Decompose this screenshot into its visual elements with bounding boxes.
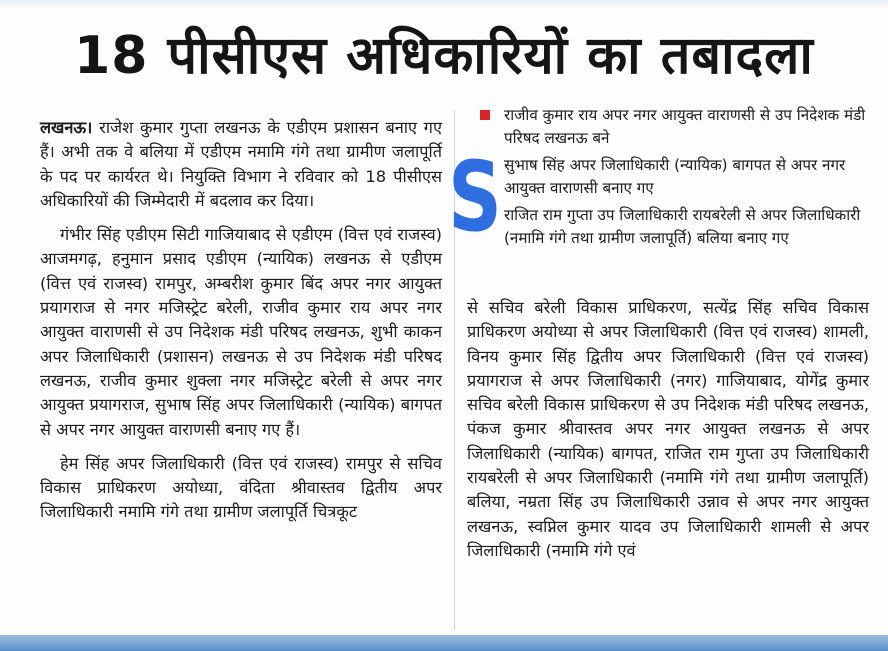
- highlight-text: सुभाष सिंह अपर जिलाधिकारी (न्यायिक) बागपत से अपर नगर आयुक्त वाराणसी बनाए गए: [504, 156, 846, 197]
- highlights-box: [482, 104, 872, 254]
- top-cut-strip: [0, 0, 888, 10]
- highlight-item: [482, 154, 872, 200]
- highlight-text: राजीव कुमार राय अपर नगर आयुक्त वाराणसी से उप निदेशक मंडी परिषद लखनऊ बने: [504, 106, 866, 147]
- left-paragraph-1-text: राजेश कुमार गुप्ता लखनऊ के एडीएम प्रशासन बनाए गए हैं। अभी तक वे बलिया में एडीएम नमामि गंगे तथा ग्रामीण जलापूर्ति के पद पर कार्यरत थे। नियुक्ति विभाग ने रविवार को 18 पीसीएस अधिकारियों की जिम्मेदारी में बदलाव कर दिया।: [40, 118, 442, 210]
- dateline: लखनऊ।: [40, 118, 93, 137]
- left-paragraph-2: गंभीर सिंह एडीएम सिटी गाजियाबाद से एडीएम (वित्त एवं राजस्व) आजमगढ़, हनुमान प्रसाद एडीएम (न्यायिक) लखनऊ से एडीएम (वित्त एवं राजस्व) रामपुर, अम्बरीश कुमार बिंद अपर नगर आयुक्त प्रयागराज से नगर मजिस्ट्रेट बरेली, राजीव कुमार राय अपर नगर आयुक्त वाराणसी से उप निदेशक मंडी परिषद लखनऊ, शुभी काकन अपर जिलाधिकारी (प्रशासन) लखनऊ से उप निदेशक मंडी परिषद लखनऊ, राजीव कुमार शुक्ला नगर मजिस्ट्रेट बरेली से अपर नगर आयुक्त प्रयागराज, सुभाष सिंह अपर जिलाधिकारी (न्यायिक) बागपत से अपर नगर आयुक्त वाराणसी बनाए गए हैं।: [40, 225, 442, 439]
- red-square-bullet-icon: [480, 110, 490, 120]
- highlight-text: राजित राम गुप्ता उप जिलाधिकारी रायबरेली से अपर जिलाधिकारी (नमामि गंगे तथा ग्रामीण जलापूर्ति) बलिया बनाए गए: [504, 206, 861, 247]
- left-column: [40, 116, 442, 525]
- highlight-item: [482, 104, 872, 150]
- right-paragraph-1: से सचिव बरेली विकास प्राधिकरण, सत्येंद्र सिंह सचिव विकास प्राधिकरण अयोध्या से अपर जिलाधिकारी (वित्त एवं राजस्व) शामली, विनय कुमार सिंह द्वितीय अपर जिलाधिकारी (वित्त एवं राजस्व) प्रयागराज से अपर जिलाधिकारी (नगर) गाजियाबाद, योगेंद्र कुमार सचिव बरेली विकास प्राधिकरण से उप निदेशक मंडी परिषद लखनऊ, पंकज कुमार श्रीवास्तव अपर नगर आयुक्त लखनऊ से अपर जिलाधिकारी (न्यायिक) बागपत, राजित राम गुप्ता उप जिलाधिकारी रायबरेली से अपर जिलाधिकारी (नमामि गंगे तथा ग्रामीण जलापूर्ति) बलिया, नम्रता सिंह उप जिलाधिकारी उन्नाव से अपर नगर आयुक्त लखनऊ, स्वप्निल कुमार यादव उप जिलाधिकारी शामली से अपर जिलाधिकारी (नमामि गंगे एवं: [467, 298, 869, 560]
- left-paragraph-3: हेम सिंह अपर जिलाधिकारी (वित्त एवं राजस्व) रामपुर से सचिव विकास प्राधिकरण अयोध्या, वंदिता श्रीवास्तव द्वितीय अपर जिलाधिकारी नमामि गंगे तथा ग्रामीण जलापूर्ति चित्रकूट: [40, 453, 442, 522]
- drop-letter: S: [448, 141, 502, 253]
- right-column: [467, 296, 869, 563]
- bottom-color-bar: [0, 635, 888, 651]
- left-paragraph-1: [40, 116, 442, 213]
- highlight-item: [482, 204, 872, 250]
- headline: 18 पीसीएस अधिकारियों का तबादला: [74, 26, 814, 86]
